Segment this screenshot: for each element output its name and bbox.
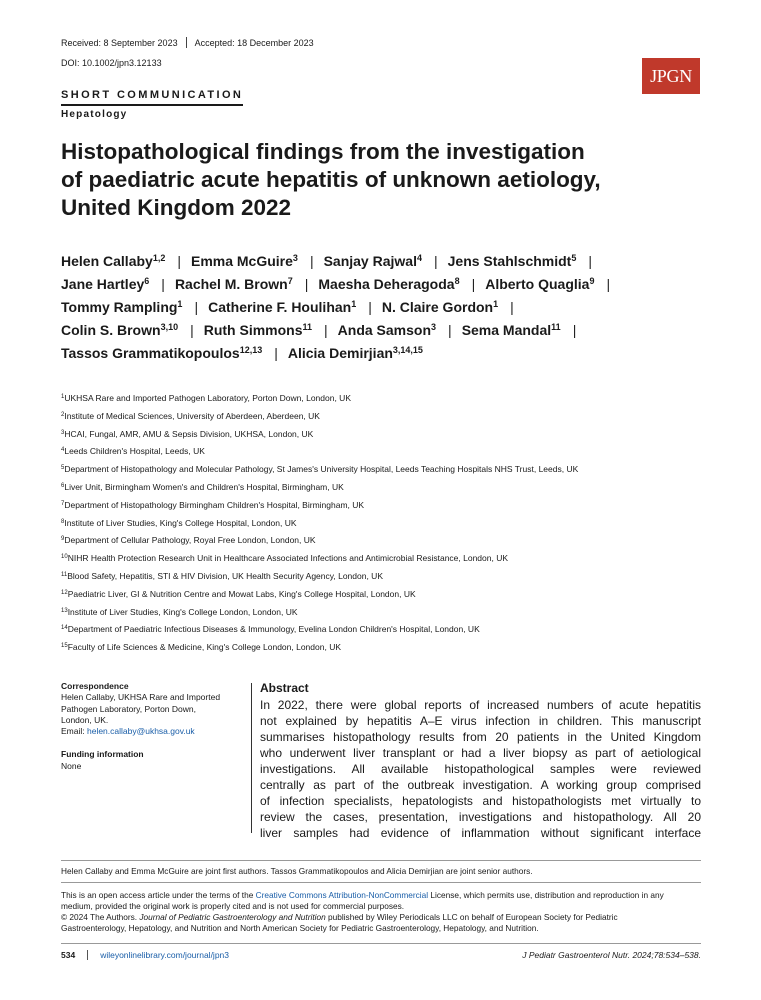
affiliation-text: Department of Histopathology Birmingham Children's Hospital, Birmingham, UK	[64, 499, 365, 510]
author-line	[61, 273, 721, 296]
affiliation-text: Institute of Liver Studies, King's College Hospital, London, UK	[64, 517, 297, 528]
author-name[interactable]: Ruth Simmons	[203, 322, 303, 338]
article-subject: Hepatology	[61, 109, 128, 120]
correspondence-line: Pathogen Laboratory, Porton Down,	[61, 703, 196, 714]
funding-value: None	[61, 760, 82, 771]
email-label: Email:	[61, 726, 87, 737]
author-affiliation-ref: 1	[177, 299, 183, 309]
author-name[interactable]: Sema Mandal	[461, 322, 552, 338]
footer-rule	[61, 882, 701, 883]
title-line: Histopathological findings from the investigation	[61, 139, 585, 164]
author-separator: |	[190, 322, 194, 338]
page-number: 534	[61, 950, 76, 960]
author-affiliation-ref: 1	[493, 299, 499, 309]
author-affiliation-ref: 3	[431, 322, 437, 332]
affiliation-text: Department of Paediatric Infectious Diseases & Immunology, Evelina London Children's Hospital, London, UK	[67, 624, 480, 635]
affiliation-number: 8	[61, 518, 65, 525]
affiliation-number: 11	[61, 571, 68, 578]
author-name[interactable]: Tassos Grammatikopoulos	[61, 345, 240, 361]
affiliation-text: Faculty of Life Sciences & Medicine, King's College London, London, UK	[67, 642, 341, 653]
abstract-line: who underwent liver transplant or had a liver biopsy as part of aetiological	[260, 746, 701, 760]
journal-logo: JPGN	[642, 58, 700, 94]
affiliation-number: 4	[61, 447, 65, 454]
footer-rule	[61, 860, 701, 861]
journal-url[interactable]: wileyonlinelibrary.com/journal/jpn3	[100, 950, 230, 960]
affiliation	[61, 570, 721, 588]
author-name[interactable]: N. Claire Gordon	[381, 299, 494, 315]
abstract-line: not explained by hepatitis A–E virus infection in children. This manuscript	[260, 714, 701, 728]
author-separator: |	[368, 299, 372, 315]
affiliation-text: Paediatric Liver, GI & Nutrition Centre and Mowat Labs, King's College Hospital, London, UK	[67, 588, 416, 599]
license-link[interactable]: Creative Commons Attribution-NonCommercial	[255, 890, 429, 900]
affiliation-number: 13	[61, 607, 68, 614]
author-name[interactable]: Sanjay Rajwal	[323, 253, 417, 269]
title-line: of paediatric acute hepatitis of unknown aetiology,	[61, 167, 601, 192]
affiliation	[61, 445, 721, 463]
author-affiliation-ref: 1,2	[152, 253, 166, 263]
affiliation-text: HCAI, Fungal, AMR, AMU & Sepsis Division, UKHSA, London, UK	[64, 428, 314, 439]
abstract-line: In 2022, there were global reports of increased numbers of acute hepatitis	[260, 698, 701, 712]
affiliation-number: 5	[61, 465, 65, 472]
author-list	[61, 250, 721, 365]
author-separator: |	[448, 322, 452, 338]
footer-divider	[87, 950, 88, 960]
author-line	[61, 296, 721, 319]
author-affiliation-ref: 3,10	[160, 322, 179, 332]
author-separator: |	[510, 299, 514, 315]
affiliation-list	[61, 392, 721, 659]
author-name[interactable]: Catherine F. Houlihan	[208, 299, 352, 315]
page-footer	[61, 950, 701, 960]
author-name[interactable]: Alicia Demirjian	[287, 345, 393, 361]
joint-authorship-note: Helen Callaby and Emma McGuire are joint first authors. Tassos Grammatikopoulos and Alicia Demirjian are joint senior authors.	[61, 866, 533, 876]
correspondence-line: London, UK.	[61, 714, 109, 725]
affiliation	[61, 641, 721, 659]
date-divider	[186, 37, 187, 48]
author-name[interactable]: Rachel M. Brown	[174, 276, 288, 292]
author-affiliation-ref: 11	[551, 322, 561, 332]
author-affiliation-ref: 5	[571, 253, 577, 263]
copyright-text: published by Wiley Periodicals LLC on behalf of European Society for Pediatric	[325, 912, 618, 922]
author-name[interactable]: Maesha Deheragoda	[318, 276, 455, 292]
affiliation-text: Institute of Medical Sciences, University of Aberdeen, Aberdeen, UK	[64, 410, 320, 421]
affiliation-text: NIHR Health Protection Research Unit in Healthcare Associated Infections and Antimicrobial Resistance, London, UK	[67, 553, 509, 564]
abstract-line: centrally as part of the outbreak investigation. A working group comprised	[260, 778, 701, 792]
abstract-line: review the cases, presentation, investigations and histopathology. All 20	[260, 810, 701, 824]
author-name[interactable]: Alberto Quaglia	[485, 276, 590, 292]
affiliation-text: Blood Safety, Hepatitis, STI & HIV Division, UK Health Security Agency, London, UK	[67, 570, 383, 581]
affiliation-number: 3	[61, 429, 65, 436]
affiliation	[61, 428, 721, 446]
email-link[interactable]: helen.callaby@ukhsa.gov.uk	[86, 726, 195, 737]
author-name[interactable]: Helen Callaby	[61, 253, 153, 269]
affiliation-number: 7	[61, 500, 65, 507]
received-date: Received: 8 September 2023	[61, 37, 178, 48]
license-line: medium, provided the original work is properly cited and is not used for commercial purposes.	[61, 901, 405, 911]
affiliation-number: 6	[61, 482, 65, 489]
author-name[interactable]: Colin S. Brown	[61, 322, 161, 338]
article-title	[61, 138, 681, 222]
copyright-line: Gastroenterology, Hepatology, and Nutrition and North American Society for Pediatric Gastroenterology, Hepatology, and Nutrition.	[61, 923, 539, 933]
correspondence-block	[61, 681, 241, 772]
author-separator: |	[304, 276, 309, 292]
affiliation	[61, 499, 721, 517]
affiliation	[61, 623, 721, 641]
abstract-line: of infection specialists, hepatologists and histopathologists met virtually to	[260, 794, 701, 808]
affiliation	[61, 481, 721, 499]
author-line	[61, 250, 721, 273]
author-affiliation-ref: 6	[144, 276, 150, 286]
copyright-text: © 2024 The Authors.	[61, 912, 140, 922]
section-rule	[61, 104, 243, 106]
affiliation	[61, 517, 721, 535]
affiliation	[61, 534, 721, 552]
author-affiliation-ref: 9	[589, 276, 595, 286]
author-separator: |	[177, 253, 181, 269]
article-dates	[61, 37, 314, 48]
author-name[interactable]: Jens Stahlschmidt	[447, 253, 572, 269]
author-affiliation-ref: 7	[287, 276, 293, 286]
copyright-line	[61, 912, 701, 923]
affiliation-number: 14	[61, 625, 68, 632]
affiliation-text: Liver Unit, Birmingham Women's and Children's Hospital, Birmingham, UK	[64, 481, 344, 492]
author-affiliation-ref: 11	[302, 322, 313, 332]
affiliation	[61, 410, 721, 428]
author-name[interactable]: Tommy Rampling	[61, 299, 178, 315]
affiliation-text: Leeds Children's Hospital, Leeds, UK	[64, 446, 205, 457]
author-name[interactable]: Emma McGuire	[190, 253, 293, 269]
affiliation-number: 1	[61, 394, 65, 400]
author-affiliation-ref: 3	[292, 253, 298, 263]
affiliation-number: 10	[61, 554, 68, 561]
accepted-date: Accepted: 18 December 2023	[194, 37, 314, 48]
license-notice	[61, 890, 701, 934]
license-text: This is an open access article under the terms of the	[61, 890, 256, 900]
abstract-text	[260, 697, 701, 841]
author-affiliation-ref: 8	[454, 276, 460, 286]
abstract-heading: Abstract	[260, 681, 309, 695]
author-separator: |	[588, 253, 592, 269]
author-separator: |	[606, 276, 611, 292]
affiliation-number: 12	[61, 589, 68, 596]
license-text: License, which permits use, distribution and reproduction in any	[428, 890, 664, 900]
affiliation-number: 9	[61, 536, 65, 543]
affiliation-text: UKHSA Rare and Imported Pathogen Laboratory, Porton Down, London, UK	[64, 393, 351, 403]
author-separator: |	[274, 345, 278, 361]
license-line	[61, 890, 701, 901]
author-affiliation-ref: 1	[351, 299, 357, 309]
author-separator: |	[572, 322, 577, 338]
affiliation-text: Department of Cellular Pathology, Royal Free London, London, UK	[64, 535, 316, 546]
author-separator: |	[309, 253, 314, 269]
author-separator: |	[433, 253, 438, 269]
affiliation-text: Institute of Liver Studies, King's College London, London, UK	[67, 606, 298, 617]
email-line	[61, 726, 241, 737]
column-divider	[251, 683, 252, 833]
journal-name: Journal of Pediatric Gastroenterology and Nutrition	[139, 912, 326, 922]
affiliation	[61, 463, 721, 481]
author-name[interactable]: Anda Samson	[337, 322, 432, 338]
correspondence-line: Helen Callaby, UKHSA Rare and Imported	[61, 692, 221, 703]
author-name[interactable]: Jane Hartley	[61, 276, 145, 292]
abstract-line: summarises histopathology results from 20 patients in the United Kingdom	[260, 730, 701, 744]
author-separator: |	[324, 322, 328, 338]
affiliation	[61, 392, 721, 410]
author-line	[61, 342, 721, 365]
abstract-line: investigations. All available histopathological samples were reviewed	[260, 762, 701, 776]
footer-rule	[61, 943, 701, 944]
author-separator: |	[194, 299, 199, 315]
affiliation	[61, 552, 721, 570]
affiliation-text: Department of Histopathology and Molecular Pathology, St James's University Hospital, Leeds Teaching Hospitals NHS Trust, Leeds, UK	[64, 464, 579, 475]
title-line: United Kingdom 2022	[61, 195, 292, 220]
abstract-line: liver samples had evidence of inflammation without significant interface	[260, 826, 701, 840]
funding-heading: Funding information	[61, 749, 144, 760]
affiliation	[61, 588, 721, 606]
author-separator: |	[161, 276, 165, 292]
author-affiliation-ref: 12,13	[239, 345, 263, 355]
citation: J Pediatr Gastroenterol Nutr. 2024;78:534–538.	[522, 950, 701, 960]
correspondence-heading: Correspondence	[61, 681, 129, 691]
affiliation-number: 15	[61, 643, 68, 650]
author-affiliation-ref: 4	[416, 253, 422, 263]
doi[interactable]: DOI: 10.1002/jpn3.12133	[61, 58, 162, 68]
author-line	[61, 319, 721, 342]
article-type: SHORT COMMUNICATION	[61, 89, 244, 101]
author-separator: |	[471, 276, 476, 292]
affiliation	[61, 606, 721, 624]
author-affiliation-ref: 3,14,15	[392, 345, 423, 355]
affiliation-number: 2	[61, 411, 65, 418]
